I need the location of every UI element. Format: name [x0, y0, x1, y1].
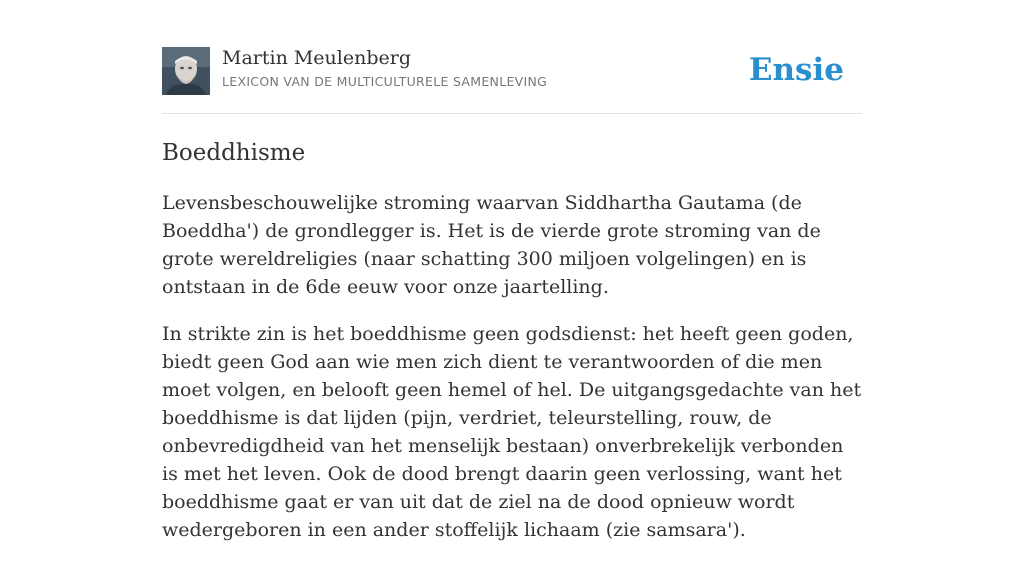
- author-avatar[interactable]: [162, 47, 210, 95]
- header-divider: [162, 113, 862, 114]
- article-paragraph: In strikte zin is het boeddhisme geen godsdienst: het heeft geen goden, biedt geen God aan wie men zich dient te verantwoorden of die men moet volgen, en belooft geen hemel of hel. De uitgangsgedachte van het boeddhisme is dat lijden (pijn, verdriet, teleurstelling, rouw, de onbevredigdheid van het menselijk bestaan) onverbrekelijk verbonden is met het leven. Ook de dood brengt daarin geen verlossing, want het boeddhisme gaat er van uit dat de ziel na de dood opnieuw wordt wedergeboren in een ander stoffelijk lichaam (zie samsara').: [162, 323, 862, 541]
- publication-name[interactable]: LEXICON VAN DE MULTICULTURELE SAMENLEVING: [222, 74, 548, 89]
- page-title: Boeddhisme: [162, 140, 306, 166]
- avatar-portrait-icon: [162, 47, 210, 95]
- article-paragraph: Levensbeschouwelijke stroming waarvan Siddhartha Gautama (de Boeddha') de grondlegger is. Het is de vierde grote stroming van de grote wereldreligies (naar schatting 300 miljoen volgelingen) en is ontstaan in de 6de eeuw voor onze jaartelling.: [162, 192, 821, 298]
- ensie-logo[interactable]: Ensie: [748, 52, 844, 88]
- article-body: [162, 189, 862, 563]
- article-page: [162, 0, 862, 541]
- author-name[interactable]: Martin Meulenberg: [222, 47, 411, 69]
- author-header: [162, 46, 862, 96]
